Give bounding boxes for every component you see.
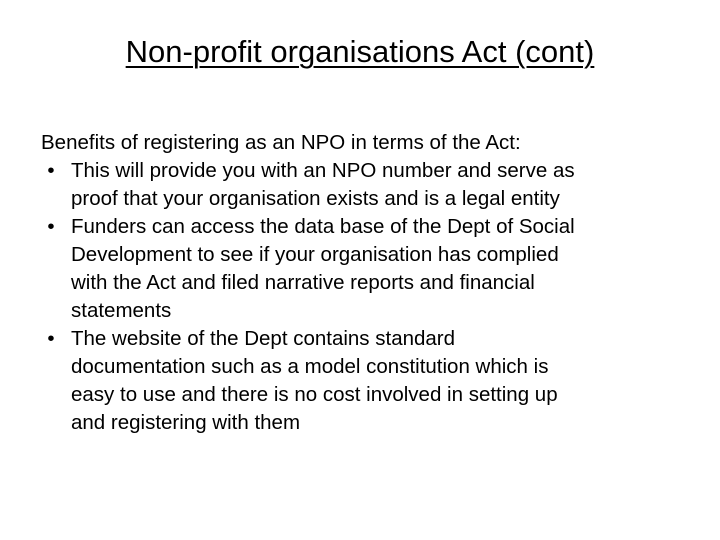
bullet-item — [41, 325, 703, 437]
bullet-line: with the Act and filed narrative reports and financial — [71, 271, 535, 294]
bullet-item — [41, 213, 703, 325]
intro-text: Benefits of registering as an NPO in terms of the Act: — [41, 131, 521, 154]
slide-body — [41, 129, 703, 437]
bullet-line: easy to use and there is no cost involved in setting up — [71, 383, 558, 406]
bullet-list — [41, 157, 703, 437]
bullet-line: documentation such as a model constitution which is — [71, 355, 549, 378]
bullet-line: Funders can access the data base of the Dept of Social — [71, 215, 575, 238]
bullet-line: This will provide you with an NPO number and serve as — [71, 159, 575, 182]
bullet-icon: • — [47, 215, 55, 238]
bullet-line: proof that your organisation exists and is a legal entity — [71, 187, 560, 210]
bullet-line: statements — [71, 299, 172, 322]
bullet-item — [41, 157, 703, 213]
bullet-line: The website of the Dept contains standard — [71, 327, 456, 350]
bullet-line: Development to see if your organisation has complied — [71, 243, 559, 266]
bullet-line: and registering with them — [71, 411, 301, 434]
bullet-icon: • — [47, 327, 55, 350]
bullet-icon: • — [47, 159, 55, 182]
slide-title: Non-profit organisations Act (cont) — [125, 34, 595, 69]
